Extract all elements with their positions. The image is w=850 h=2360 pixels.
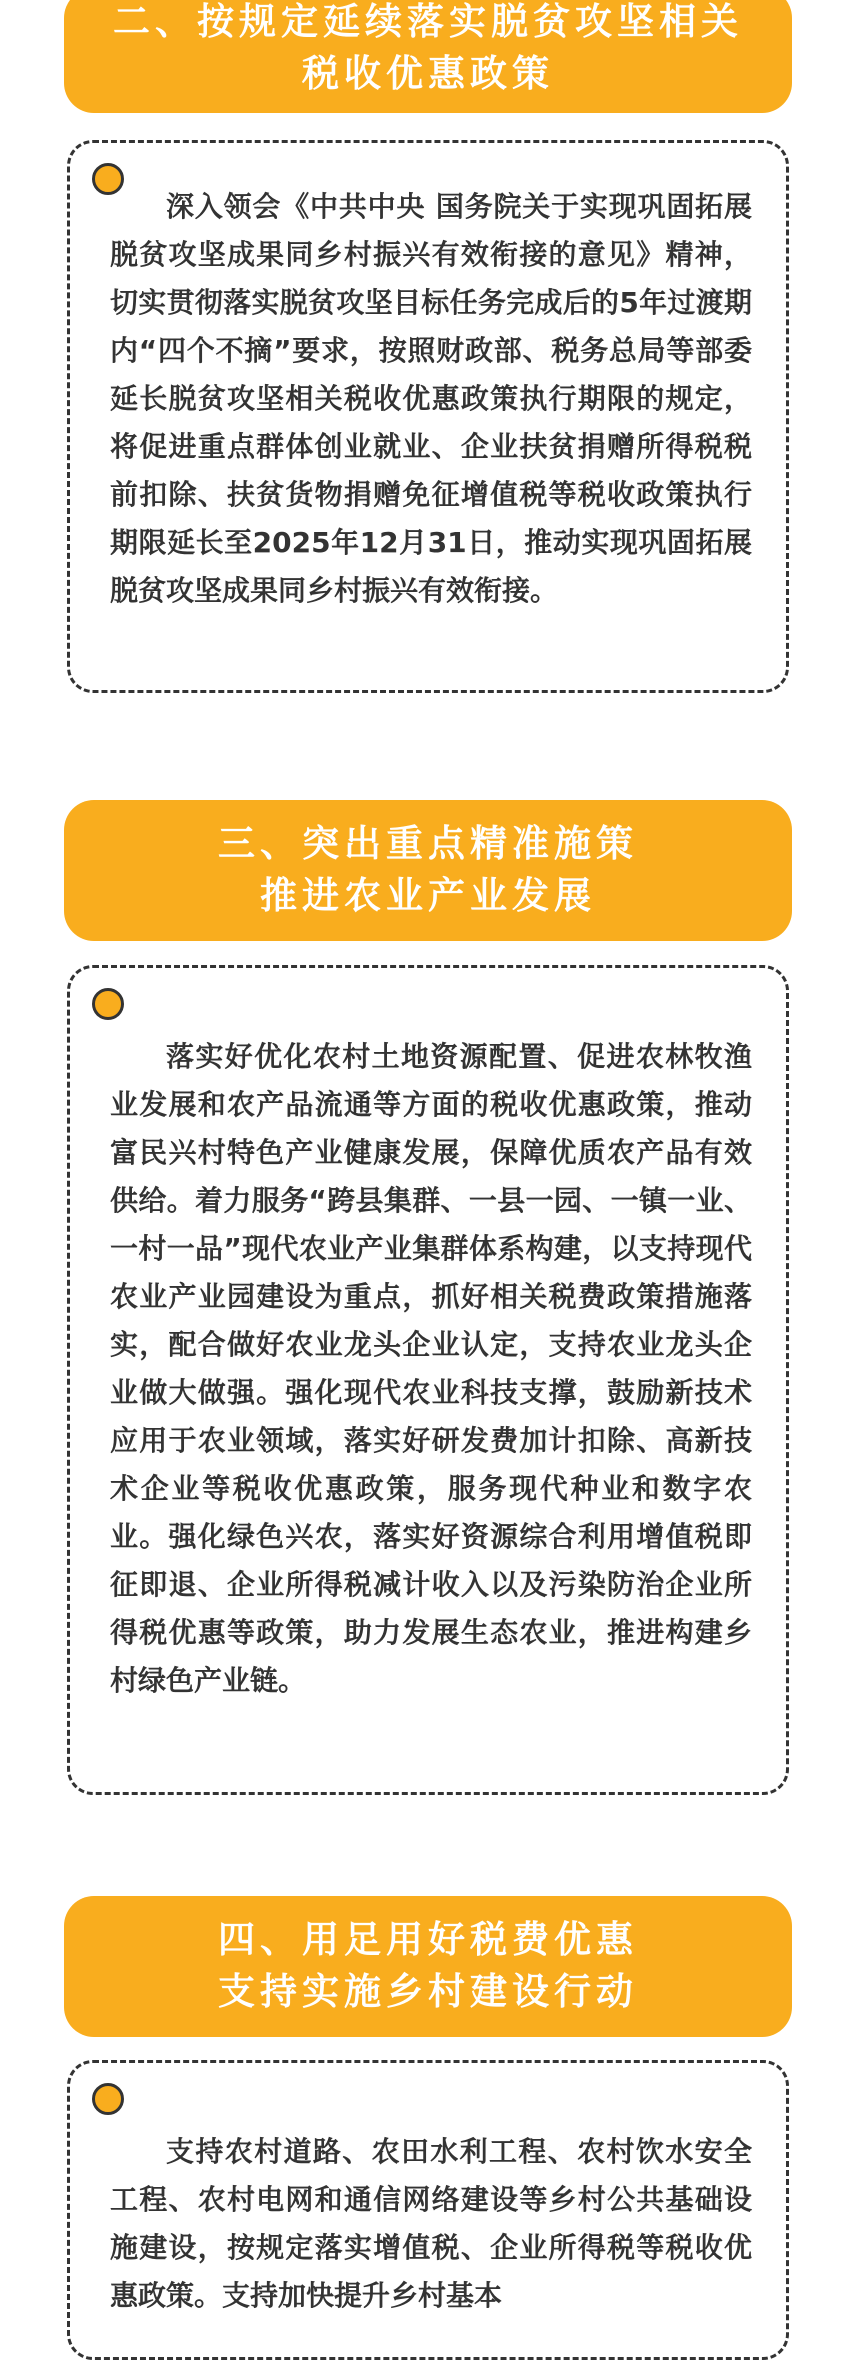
section-body: 深入领会《中共中央 国务院关于实现巩固拓展脱贫攻坚成果同乡村振兴有效衔接的意见》精神，切实贯彻落实脱贫攻坚目标任务完成后的5年过渡期内“四个不摘”要求，按照财政部、税务总局等部委延长脱贫攻坚相关税收优惠政策执行期限的规定，将促进重点群体创业就业、企业扶贫捐赠所得税税前扣除、扶贫货物捐赠免征增值税等税收政策执行期限延长至2025年12月31日，推动实现巩固拓展脱贫攻坚成果同乡村振兴有效衔接。: [110, 190, 752, 607]
bullet-dot-icon: [92, 2083, 124, 2115]
section-title-line1: 三、突出重点精准施策: [218, 822, 638, 865]
section-card-2: [67, 140, 789, 693]
bullet-dot-icon: [92, 988, 124, 1020]
section-title-line1: 二、按规定延续落实脱贫攻坚相关: [113, 0, 743, 43]
section-body: 支持农村道路、农田水利工程、农村饮水安全工程、农村电网和通信网络建设等乡村公共基础设施建设，按规定落实增值税、企业所得税等税收优惠政策。支持加快提升乡村基本: [110, 2135, 752, 2312]
section-title-line1: 四、用足用好税费优惠: [218, 1918, 638, 1961]
section-card-4: [67, 2060, 789, 2360]
section-body: 落实好优化农村土地资源配置、促进农林牧渔业发展和农产品流通等方面的税收优惠政策，推动富民兴村特色产业健康发展，保障优质农产品有效供给。着力服务“跨县集群、一县一园、一镇一业、一村一品”现代农业产业集群体系构建，以支持现代农业产业园建设为重点，抓好相关税费政策措施落实，配合做好农业龙头企业认定，支持农业龙头企业做大做强。强化现代农业科技支撑，鼓励新技术应用于农业领域，落实好研发费加计扣除、高新技术企业等税收优惠政策，服务现代种业和数字农业。强化绿色兴农，落实好资源综合利用增值税即征即退、企业所得税减计收入以及污染防治企业所得税优惠等政策，助力发展生态农业，推进构建乡村绿色产业链。: [110, 1040, 752, 1697]
section-title-line2: 税收优惠政策: [302, 52, 554, 95]
section-banner-3: [64, 800, 792, 941]
section-banner-4: [64, 1896, 792, 2037]
section-title-line2: 推进农业产业发展: [260, 874, 596, 917]
section-card-3: [67, 965, 789, 1795]
section-title-line2: 支持实施乡村建设行动: [218, 1970, 638, 2013]
section-banner-2: [64, 0, 792, 113]
